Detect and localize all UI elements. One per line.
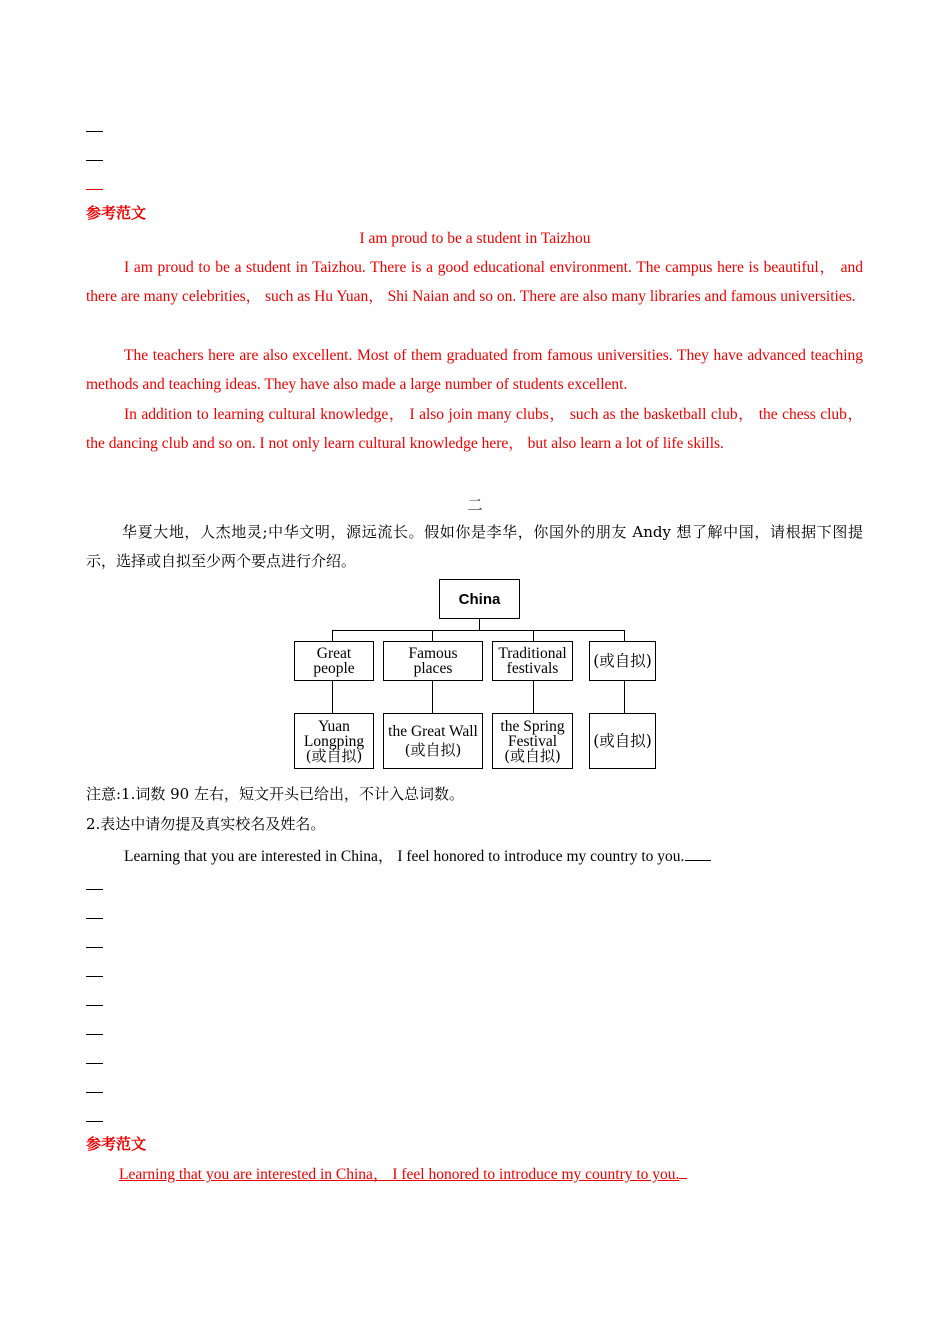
answer-line (86, 947, 103, 948)
category-text: Famous (408, 645, 458, 662)
blank-underline (679, 1178, 687, 1179)
answer-line (86, 1121, 103, 1122)
essay-opening (124, 844, 711, 866)
answer-line (86, 976, 103, 977)
diagram-connector (533, 681, 534, 714)
example-text: Festival (507, 732, 558, 750)
diagram-connector (624, 681, 625, 714)
answer-line (86, 1005, 103, 1006)
essay-paragraph: In addition to learning cultural knowledge， I also join many clubs， such as the basketball club， the chess club， the dancing club and so on. I not only learn cultural knowledge here， but also learn a lot of life skills. (86, 406, 863, 453)
diagram-example (294, 713, 374, 769)
diagram-example (492, 713, 573, 769)
diagram-root (439, 579, 520, 619)
answer-line (86, 131, 103, 132)
answer-heading: 参考范文 (86, 204, 147, 222)
diagram-root-label: China (458, 590, 501, 608)
diagram-connector (432, 630, 433, 641)
answer-line (86, 918, 103, 919)
essay-paragraph: The teachers here are also excellent. Most of them graduated from famous universities. They have advanced teaching methods and teaching ideas. They have also made a large number of students excellent. (86, 347, 863, 394)
example-text: the Spring (500, 717, 565, 735)
diagram-connector (624, 630, 625, 641)
sample-opening-text: Learning that you are interested in China， I feel honored to introduce my country to you. (119, 1166, 680, 1183)
task-prompt: 华夏大地，人杰地灵;中华文明，源远流长。假如你是李华，你国外的朋友 Andy 想了解中国，请根据下图提示，选择或自拟至少两个要点进行介绍。 (86, 523, 863, 571)
answer-heading: 参考范文 (86, 1135, 147, 1153)
example-text: (或自拟) (593, 731, 652, 750)
category-text: Great (316, 645, 352, 662)
essay-paragraph: I am proud to be a student in Taizhou. There is a good educational environment. The campus here is beautiful， and there are many celebrities， such as Hu Yuan， Shi Naian and so on. There are also many libraries and famous universities. (86, 259, 863, 306)
essay-title: I am proud to be a student in Taizhou (359, 230, 591, 247)
answer-line (86, 889, 103, 890)
example-text: (或自拟) (504, 746, 561, 765)
answer-line (86, 1034, 103, 1035)
diagram-category (492, 641, 573, 681)
category-text: festivals (506, 660, 559, 677)
category-text: places (413, 660, 453, 677)
writing-note: 注意:1.词数 90 左右，短文开头已给出，不计入总词数。 (86, 785, 464, 803)
category-text: Traditional (498, 645, 567, 662)
example-text: Longping (303, 732, 365, 750)
diagram-connector (432, 681, 433, 714)
section-number: 二 (467, 496, 483, 514)
diagram-category (294, 641, 374, 681)
answer-line (86, 1092, 103, 1093)
example-text: Yuan (318, 717, 350, 735)
essay-opening-text: Learning that you are interested in China， I feel honored to introduce my country to you. (124, 848, 685, 865)
answer-line (86, 160, 103, 161)
example-text: (或自拟) (305, 746, 363, 765)
diagram-connector (332, 681, 333, 714)
example-text: the Great Wall (388, 723, 478, 740)
writing-note: 2.表达中请勿提及真实校名及姓名。 (86, 815, 326, 833)
diagram-example (383, 713, 483, 769)
category-text: people (313, 660, 355, 677)
diagram-connector (332, 630, 625, 631)
answer-line (86, 1063, 103, 1064)
diagram-category (383, 641, 483, 681)
diagram-connector (533, 630, 534, 641)
sample-opening (119, 1162, 687, 1184)
diagram-connector (332, 630, 333, 641)
answer-line (86, 189, 103, 190)
diagram-example (589, 713, 656, 769)
example-text: (或自拟) (404, 741, 462, 759)
blank-underline (685, 860, 711, 861)
category-text: (或自拟) (593, 651, 652, 670)
diagram-category (589, 641, 656, 681)
